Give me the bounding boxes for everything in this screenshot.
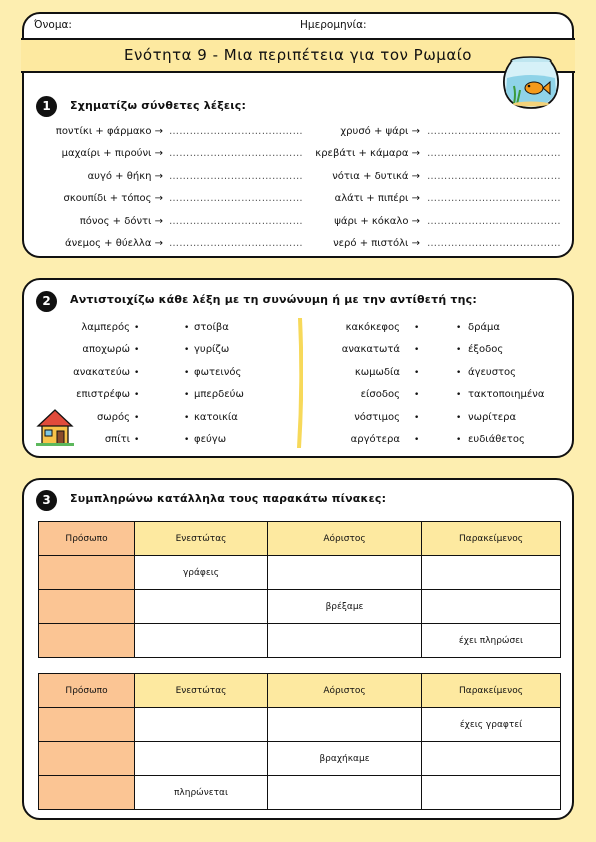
aorist-cell[interactable]	[268, 624, 422, 658]
table-row	[39, 624, 561, 658]
match-word-right: κωμωδία	[354, 366, 400, 378]
perfect-cell[interactable]	[422, 776, 561, 810]
match-dot: •	[184, 390, 190, 401]
answer-blank: …………………………………	[427, 170, 561, 182]
section-2-title: Αντιστοιχίζω κάθε λέξη με τη συνώνυμη ή με την αντίθετή της:	[70, 293, 477, 306]
answer-blank: …………………………………	[169, 238, 303, 249]
table-row	[39, 590, 561, 624]
match-dot: •	[456, 435, 462, 445]
match-word-right-target: έξοδος	[468, 344, 504, 356]
match-dot: •	[456, 367, 462, 378]
answer-blank: …………………………………	[169, 170, 303, 182]
present-cell[interactable]: πληρώνεται	[135, 776, 268, 810]
house-icon	[36, 406, 74, 446]
compound-prompt-left: πόνος + δόντι →	[79, 215, 163, 227]
answer-blank: …………………………………	[427, 193, 561, 205]
match-word-left: σωρός	[96, 411, 130, 423]
aorist-cell[interactable]	[268, 708, 422, 742]
match-dot: •	[456, 345, 462, 356]
answer-blank: …………………………………	[169, 126, 303, 137]
perfect-cell[interactable]	[422, 556, 561, 590]
match-word-left: αποχωρώ	[82, 344, 130, 356]
match-dot: •	[456, 323, 462, 333]
compound-prompt-left: άνεμος + θύελλα →	[65, 238, 163, 249]
match-dot: •	[134, 412, 140, 423]
match-word-right-target: άγευστος	[468, 366, 517, 378]
present-cell[interactable]	[135, 624, 268, 658]
person-cell[interactable]	[39, 624, 135, 658]
match-dot: •	[414, 345, 420, 356]
match-word-left-target: φωτεινός	[194, 366, 242, 378]
match-word-left: ανακατεύω	[73, 366, 130, 378]
present-cell[interactable]	[135, 742, 268, 776]
verb-table-1	[38, 521, 561, 658]
aorist-cell[interactable]: βρέξαμε	[268, 590, 422, 624]
header-aorist: Αόριστος	[268, 522, 422, 556]
answer-blank: …………………………………	[427, 215, 561, 227]
table-row	[39, 742, 561, 776]
aorist-cell[interactable]: βραχήκαμε	[268, 742, 422, 776]
match-dot: •	[134, 390, 140, 401]
aorist-cell[interactable]	[268, 556, 422, 590]
page-title: Ενότητα 9 - Μια περιπέτεια για τον Ρωμαίο	[21, 38, 575, 73]
match-dot: •	[184, 367, 190, 378]
section-2-number: 2	[36, 291, 57, 312]
answer-blank: …………………………………	[427, 238, 561, 249]
perfect-cell[interactable]: έχεις γραφτεί	[422, 708, 561, 742]
perfect-cell[interactable]	[422, 742, 561, 776]
match-word-right-target: ευδιάθετος	[468, 434, 525, 445]
compound-prompt-right: αλάτι + πιπέρι →	[334, 193, 420, 205]
person-cell[interactable]	[39, 590, 135, 624]
section-3-number: 3	[36, 490, 57, 511]
compound-prompt-left: ποντίκι + φάρμακο →	[55, 126, 163, 137]
section-1-number: 1	[36, 96, 57, 117]
table-header-row	[39, 674, 561, 708]
answer-blank: …………………………………	[427, 148, 561, 160]
header-row	[24, 14, 572, 38]
fishbowl-icon	[498, 54, 564, 110]
present-cell[interactable]	[135, 708, 268, 742]
date-label: Ημερομηνία:	[300, 19, 367, 31]
aorist-cell[interactable]	[268, 776, 422, 810]
match-dot: •	[184, 412, 190, 423]
match-dot: •	[134, 435, 140, 445]
header-present: Ενεστώτας	[135, 674, 268, 708]
match-word-left: λαμπερός	[81, 322, 130, 333]
perfect-cell[interactable]: έχει πληρώσει	[422, 624, 561, 658]
match-dot: •	[134, 367, 140, 378]
person-cell[interactable]	[39, 708, 135, 742]
section-1-title: Σχηματίζω σύνθετες λέξεις:	[70, 99, 247, 112]
perfect-cell[interactable]	[422, 590, 561, 624]
present-cell[interactable]: γράφεις	[135, 556, 268, 590]
match-dot: •	[184, 345, 190, 356]
match-word-left-target: στοίβα	[194, 322, 229, 333]
compound-prompt-left: αυγό + θήκη →	[87, 170, 163, 182]
compound-prompt-right: νότια + δυτικά →	[332, 170, 420, 182]
header-aorist: Αόριστος	[268, 674, 422, 708]
header-perfect: Παρακείμενος	[422, 522, 561, 556]
compound-prompt-right: κρεβάτι + κάμαρα →	[315, 148, 420, 160]
compound-words-card	[22, 12, 574, 258]
match-dot: •	[414, 435, 420, 445]
answer-blank: …………………………………	[169, 193, 303, 205]
person-cell[interactable]	[39, 742, 135, 776]
match-word-right: αργότερα	[350, 434, 400, 445]
column-divider	[297, 318, 303, 448]
header-perfect: Παρακείμενος	[422, 674, 561, 708]
header-person: Πρόσωπο	[39, 522, 135, 556]
match-dot: •	[184, 323, 190, 333]
compound-prompt-right: χρυσό + ψάρι →	[340, 126, 420, 137]
synonyms-antonyms-card	[22, 278, 574, 458]
present-cell[interactable]	[135, 590, 268, 624]
table-row	[39, 556, 561, 590]
match-word-left-target: μπερδεύω	[194, 389, 244, 401]
match-dot: •	[456, 390, 462, 401]
verb-tables-card	[22, 478, 574, 820]
table-row	[39, 776, 561, 810]
answer-blank: …………………………………	[169, 215, 303, 227]
compound-prompt-left: σκουπίδι + τόπος →	[63, 193, 163, 205]
table-row	[39, 708, 561, 742]
match-word-right: νόστιμος	[354, 411, 400, 423]
match-dot: •	[414, 367, 420, 378]
compound-prompt-right: ψάρι + κόκαλο →	[334, 215, 420, 227]
match-word-left: σπίτι	[104, 434, 130, 445]
match-word-left: επιστρέφω	[76, 389, 130, 401]
person-cell[interactable]	[39, 556, 135, 590]
match-word-left-target: γυρίζω	[194, 344, 230, 356]
name-label: Όνομα:	[34, 19, 72, 31]
person-cell[interactable]	[39, 776, 135, 810]
match-dot: •	[414, 323, 420, 333]
match-word-right-target: τακτοποιημένα	[468, 389, 545, 401]
match-word-left-target: φεύγω	[194, 434, 227, 445]
table-header-row	[39, 522, 561, 556]
header-person: Πρόσωπο	[39, 674, 135, 708]
match-word-right: κακόκεφος	[345, 322, 400, 333]
compound-prompt-left: μαχαίρι + πιρούνι →	[61, 148, 163, 160]
match-word-right-target: δράμα	[468, 322, 501, 333]
compound-prompt-right: νερό + πιστόλι →	[333, 238, 420, 249]
answer-blank: …………………………………	[427, 126, 561, 137]
match-word-right: ανακατωτά	[341, 344, 400, 356]
match-dot: •	[134, 323, 140, 333]
match-dot: •	[184, 435, 190, 445]
header-present: Ενεστώτας	[135, 522, 268, 556]
section-3-title: Συμπληρώνω κατάλληλα τους παρακάτω πίνακες:	[70, 492, 387, 505]
match-word-right: είσοδος	[360, 389, 400, 401]
verb-table-2	[38, 673, 561, 810]
match-dot: •	[134, 345, 140, 356]
answer-blank: …………………………………	[169, 148, 303, 160]
match-dot: •	[456, 412, 462, 423]
match-word-right-target: νωρίτερα	[468, 411, 517, 423]
match-dot: •	[414, 390, 420, 401]
match-dot: •	[414, 412, 420, 423]
match-word-left-target: κατοικία	[194, 411, 238, 423]
